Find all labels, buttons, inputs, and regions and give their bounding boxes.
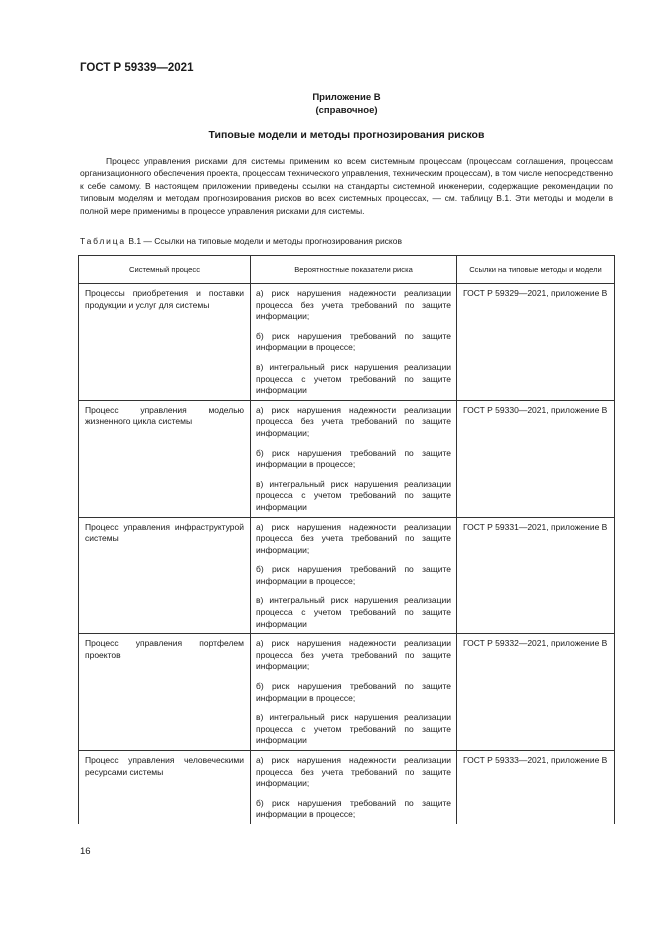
risk-item: в) интегральный риск нарушения реализации процесса с учетом требований по защите информации bbox=[256, 595, 451, 629]
reference: ГОСТ Р 59331—2021, приложение В bbox=[463, 521, 608, 532]
process-name: Процесс управления моделью жизненного цикла системы bbox=[85, 404, 244, 427]
risk-item: б) риск нарушения требований по защите информации в процессе; bbox=[256, 681, 451, 703]
header-system-process: Системный процесс bbox=[79, 256, 251, 284]
appendix-subtitle: (справочное) bbox=[315, 104, 378, 116]
header-risk-indicators: Вероятностные показатели риска bbox=[251, 256, 457, 284]
risk-models-table bbox=[78, 255, 615, 824]
appendix-heading bbox=[80, 92, 613, 117]
reference: ГОСТ Р 59329—2021, приложение В bbox=[463, 288, 608, 298]
process-name: Процесс управления человеческими ресурсами системы bbox=[85, 755, 244, 777]
intro-paragraph bbox=[80, 155, 613, 217]
page-number: 16 bbox=[80, 846, 91, 857]
table-row bbox=[79, 284, 615, 401]
risk-item: в) интегральный риск нарушения реализации процесса с учетом требований по защите информации bbox=[256, 712, 451, 746]
table-row bbox=[79, 751, 615, 824]
risk-item: б) риск нарушения требований по защите информации в процессе; bbox=[256, 564, 451, 586]
reference: ГОСТ Р 59333—2021, приложение В bbox=[463, 755, 608, 765]
risk-item: б) риск нарушения требований по защите информации в процессе; bbox=[256, 797, 451, 820]
appendix-title: Приложение В bbox=[312, 92, 381, 103]
document-id: ГОСТ Р 59339—2021 bbox=[80, 62, 194, 74]
reference: ГОСТ Р 59330—2021, приложение В bbox=[463, 404, 608, 415]
risk-item: в) интегральный риск нарушения реализации процесса с учетом требований по защите информации bbox=[256, 478, 451, 512]
risk-item: а) риск нарушения надежности реализации процесса без учета требований по защите информации; bbox=[256, 288, 451, 322]
table-caption bbox=[80, 236, 402, 246]
table-header-row bbox=[79, 256, 615, 284]
header-references: Ссылки на типовые методы и модели bbox=[457, 256, 615, 284]
process-name: Процесс управления инфраструктурой системы bbox=[85, 521, 244, 544]
intro-text: Процесс управления рисками для системы применим ко всем системным процессам (процессам соглашения, процессам организационного обеспечения проекта, процессам технического управления, техническим процессам), в том числе непосредственно к себе самому. В настоящем приложении приведены ссылки на стандарты системной инженерии, содержащие рекомендации по типовым моделям и методам прогнозирования рисков во всех системных процессах, — см. таблицу В.1. Эти методы и модели в полной мере применимы в процессе управления рисками для системы. bbox=[80, 156, 613, 216]
table-row bbox=[79, 517, 615, 634]
table-caption-prefix: Таблица bbox=[80, 236, 126, 246]
process-name: Процессы приобретения и поставки продукции и услуг для системы bbox=[85, 288, 244, 310]
section-title: Типовые модели и методы прогнозирования рисков bbox=[208, 129, 485, 141]
reference: ГОСТ Р 59332—2021, приложение В bbox=[463, 638, 608, 649]
table-row bbox=[79, 634, 615, 751]
risk-item: а) риск нарушения надежности реализации процесса без учета требований по защите информации; bbox=[256, 755, 451, 789]
risk-item: в) интегральный риск нарушения реализации процесса с учетом требований по защите информации bbox=[256, 361, 451, 396]
risk-item: а) риск нарушения надежности реализации процесса без учета требований по защите информации; bbox=[256, 404, 451, 438]
process-name: Процесс управления портфелем проектов bbox=[85, 638, 244, 660]
table-row bbox=[79, 400, 615, 517]
table-caption-text: В.1 — Ссылки на типовые модели и методы прогнозирования рисков bbox=[128, 236, 402, 246]
risk-item: б) риск нарушения требований по защите информации в процессе; bbox=[256, 330, 451, 353]
risk-item: а) риск нарушения надежности реализации процесса без учета требований по защите информации; bbox=[256, 521, 451, 555]
risk-item: б) риск нарушения требований по защите информации в процессе; bbox=[256, 447, 451, 470]
risk-item: а) риск нарушения надежности реализации процесса без учета требований по защите информации; bbox=[256, 638, 451, 672]
